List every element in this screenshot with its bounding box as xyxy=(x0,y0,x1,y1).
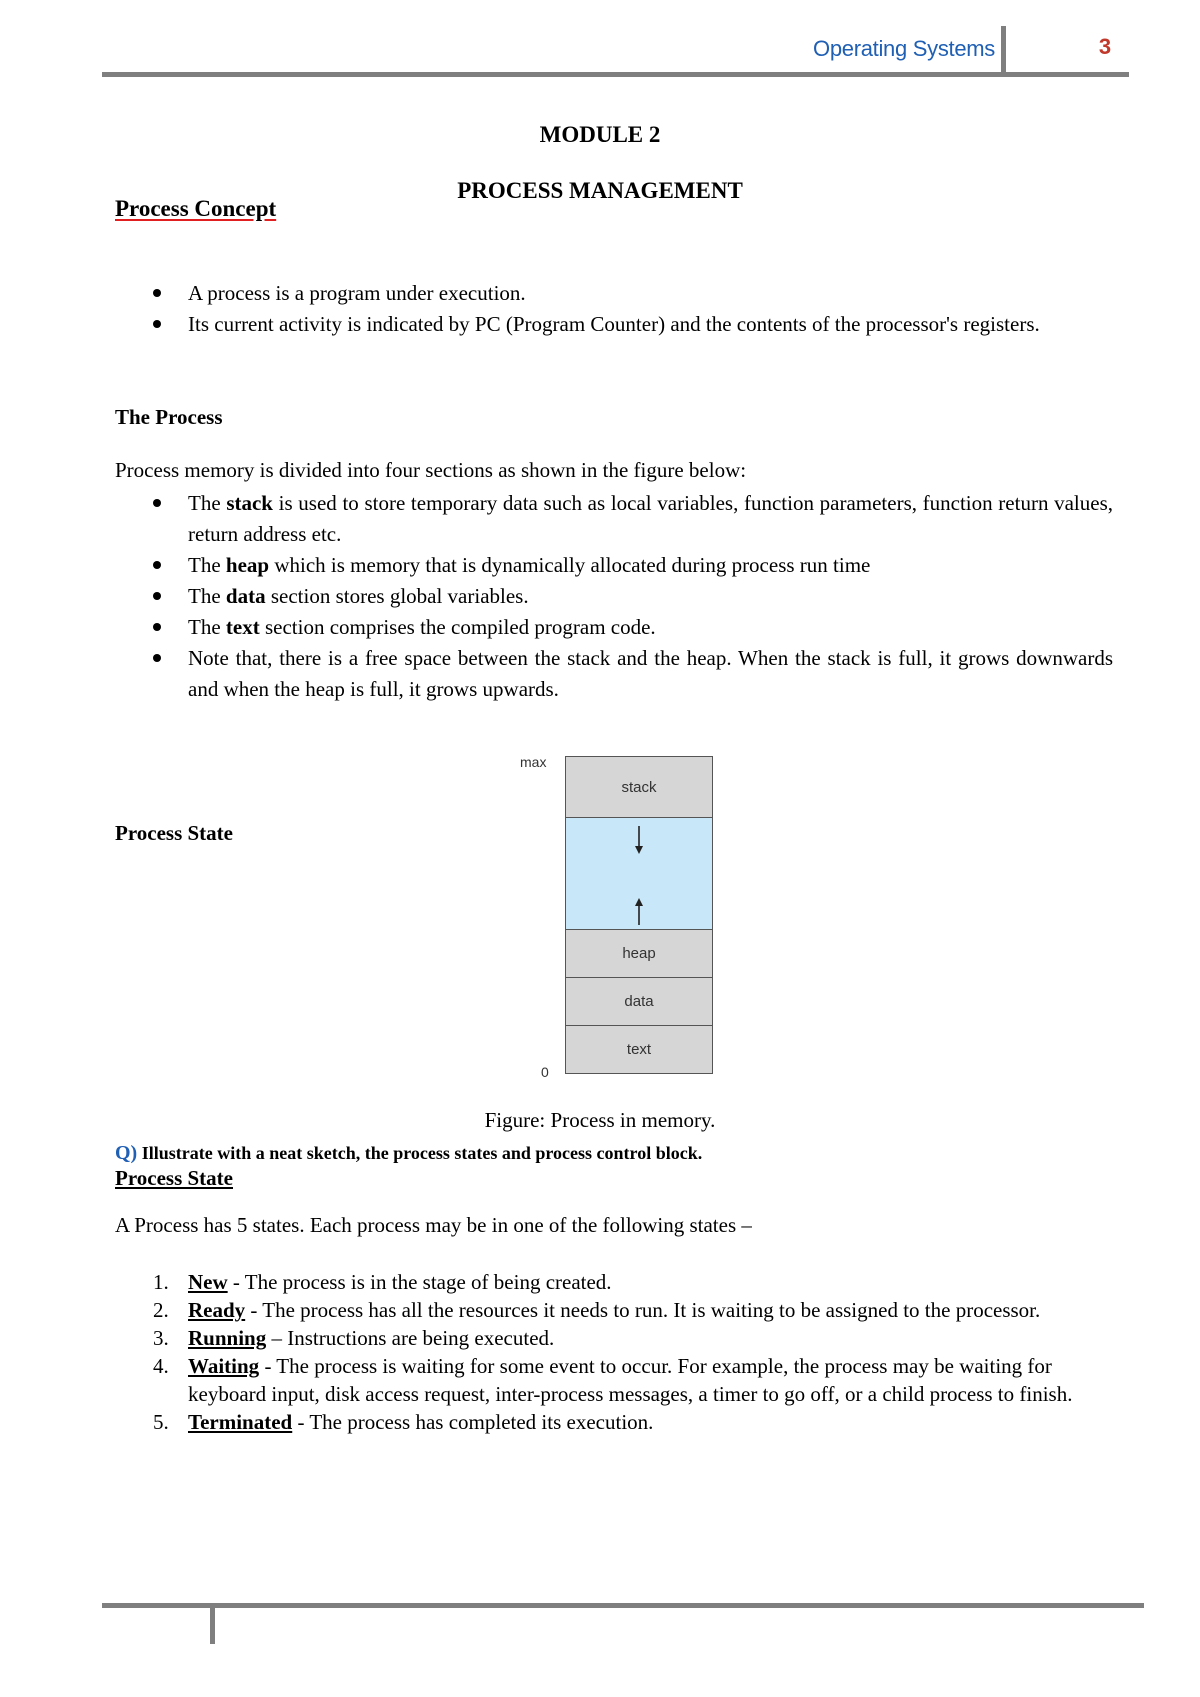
header-title: Operating Systems xyxy=(813,36,995,61)
list-item: 5. Terminated - The process has completed its execution. xyxy=(153,1410,654,1434)
list-item: The data section stores global variables. xyxy=(153,581,1113,612)
footer-divider xyxy=(210,1606,215,1644)
list-item: Its current activity is indicated by PC (Program Counter) and the contents of the processor's registers. xyxy=(153,309,1113,340)
heading-process-concept: Process Concept xyxy=(115,196,277,221)
process-bullet-list xyxy=(153,488,1113,705)
memory-stack-section: stack xyxy=(565,756,713,818)
list-item: 2. Ready - The process has all the resources it needs to run. It is waiting to be assigned to the processor. xyxy=(153,1298,1041,1322)
footer-rule xyxy=(102,1603,1144,1608)
list-item: 3. Running – Instructions are being executed. xyxy=(153,1326,555,1350)
question-line xyxy=(115,1142,702,1165)
memory-data-section: data xyxy=(565,977,713,1026)
process-state-intro: A Process has 5 states. Each process may be in one of the following states – xyxy=(115,1213,752,1237)
list-item: Note that, there is a free space between the stack and the heap. When the stack is full, it grows downwards and when the heap is full, it grows upwards. xyxy=(153,643,1113,705)
module-subtitle: PROCESS MANAGEMENT xyxy=(457,178,743,203)
list-item: 4. Waiting - The process is waiting for some event to occur. For example, the process may be waiting for keyboard input, disk access request, inter-process messages, a timer to go off, or a child process to finish. xyxy=(153,1354,1073,1406)
question-prefix: Q) xyxy=(115,1142,138,1164)
module-title: MODULE 2 xyxy=(539,122,661,147)
list-item: The heap which is memory that is dynamically allocated during process run time xyxy=(153,550,1113,581)
label-max: max xyxy=(520,754,547,770)
label-zero: 0 xyxy=(541,1064,549,1080)
concept-bullet-list xyxy=(153,278,1113,340)
process-intro: Process memory is divided into four sections as shown in the figure below: xyxy=(115,458,747,482)
list-item: The text section comprises the compiled program code. xyxy=(153,612,1113,643)
heading-process-state: Process State xyxy=(115,1166,233,1190)
header-divider xyxy=(1001,26,1006,72)
state-list xyxy=(153,1268,1073,1436)
figure-caption: Figure: Process in memory. xyxy=(484,1108,716,1132)
memory-text-section: text xyxy=(565,1025,713,1074)
heading-the-process: The Process xyxy=(115,405,223,429)
memory-free-space xyxy=(565,817,713,930)
memory-heap-section: heap xyxy=(565,929,713,978)
page-number: 3 xyxy=(1098,34,1112,59)
header-rule xyxy=(102,72,1129,77)
grow-arrows-icon xyxy=(566,818,714,931)
heading-process-state-left: Process State xyxy=(115,821,233,845)
list-item: A process is a program under execution. xyxy=(153,278,1113,309)
list-item: The stack is used to store temporary data such as local variables, function parameters, function return values, return address etc. xyxy=(153,488,1113,550)
question-text: Illustrate with a neat sketch, the process states and process control block. xyxy=(141,1143,703,1163)
list-item: 1. New - The process is in the stage of being created. xyxy=(153,1270,612,1294)
